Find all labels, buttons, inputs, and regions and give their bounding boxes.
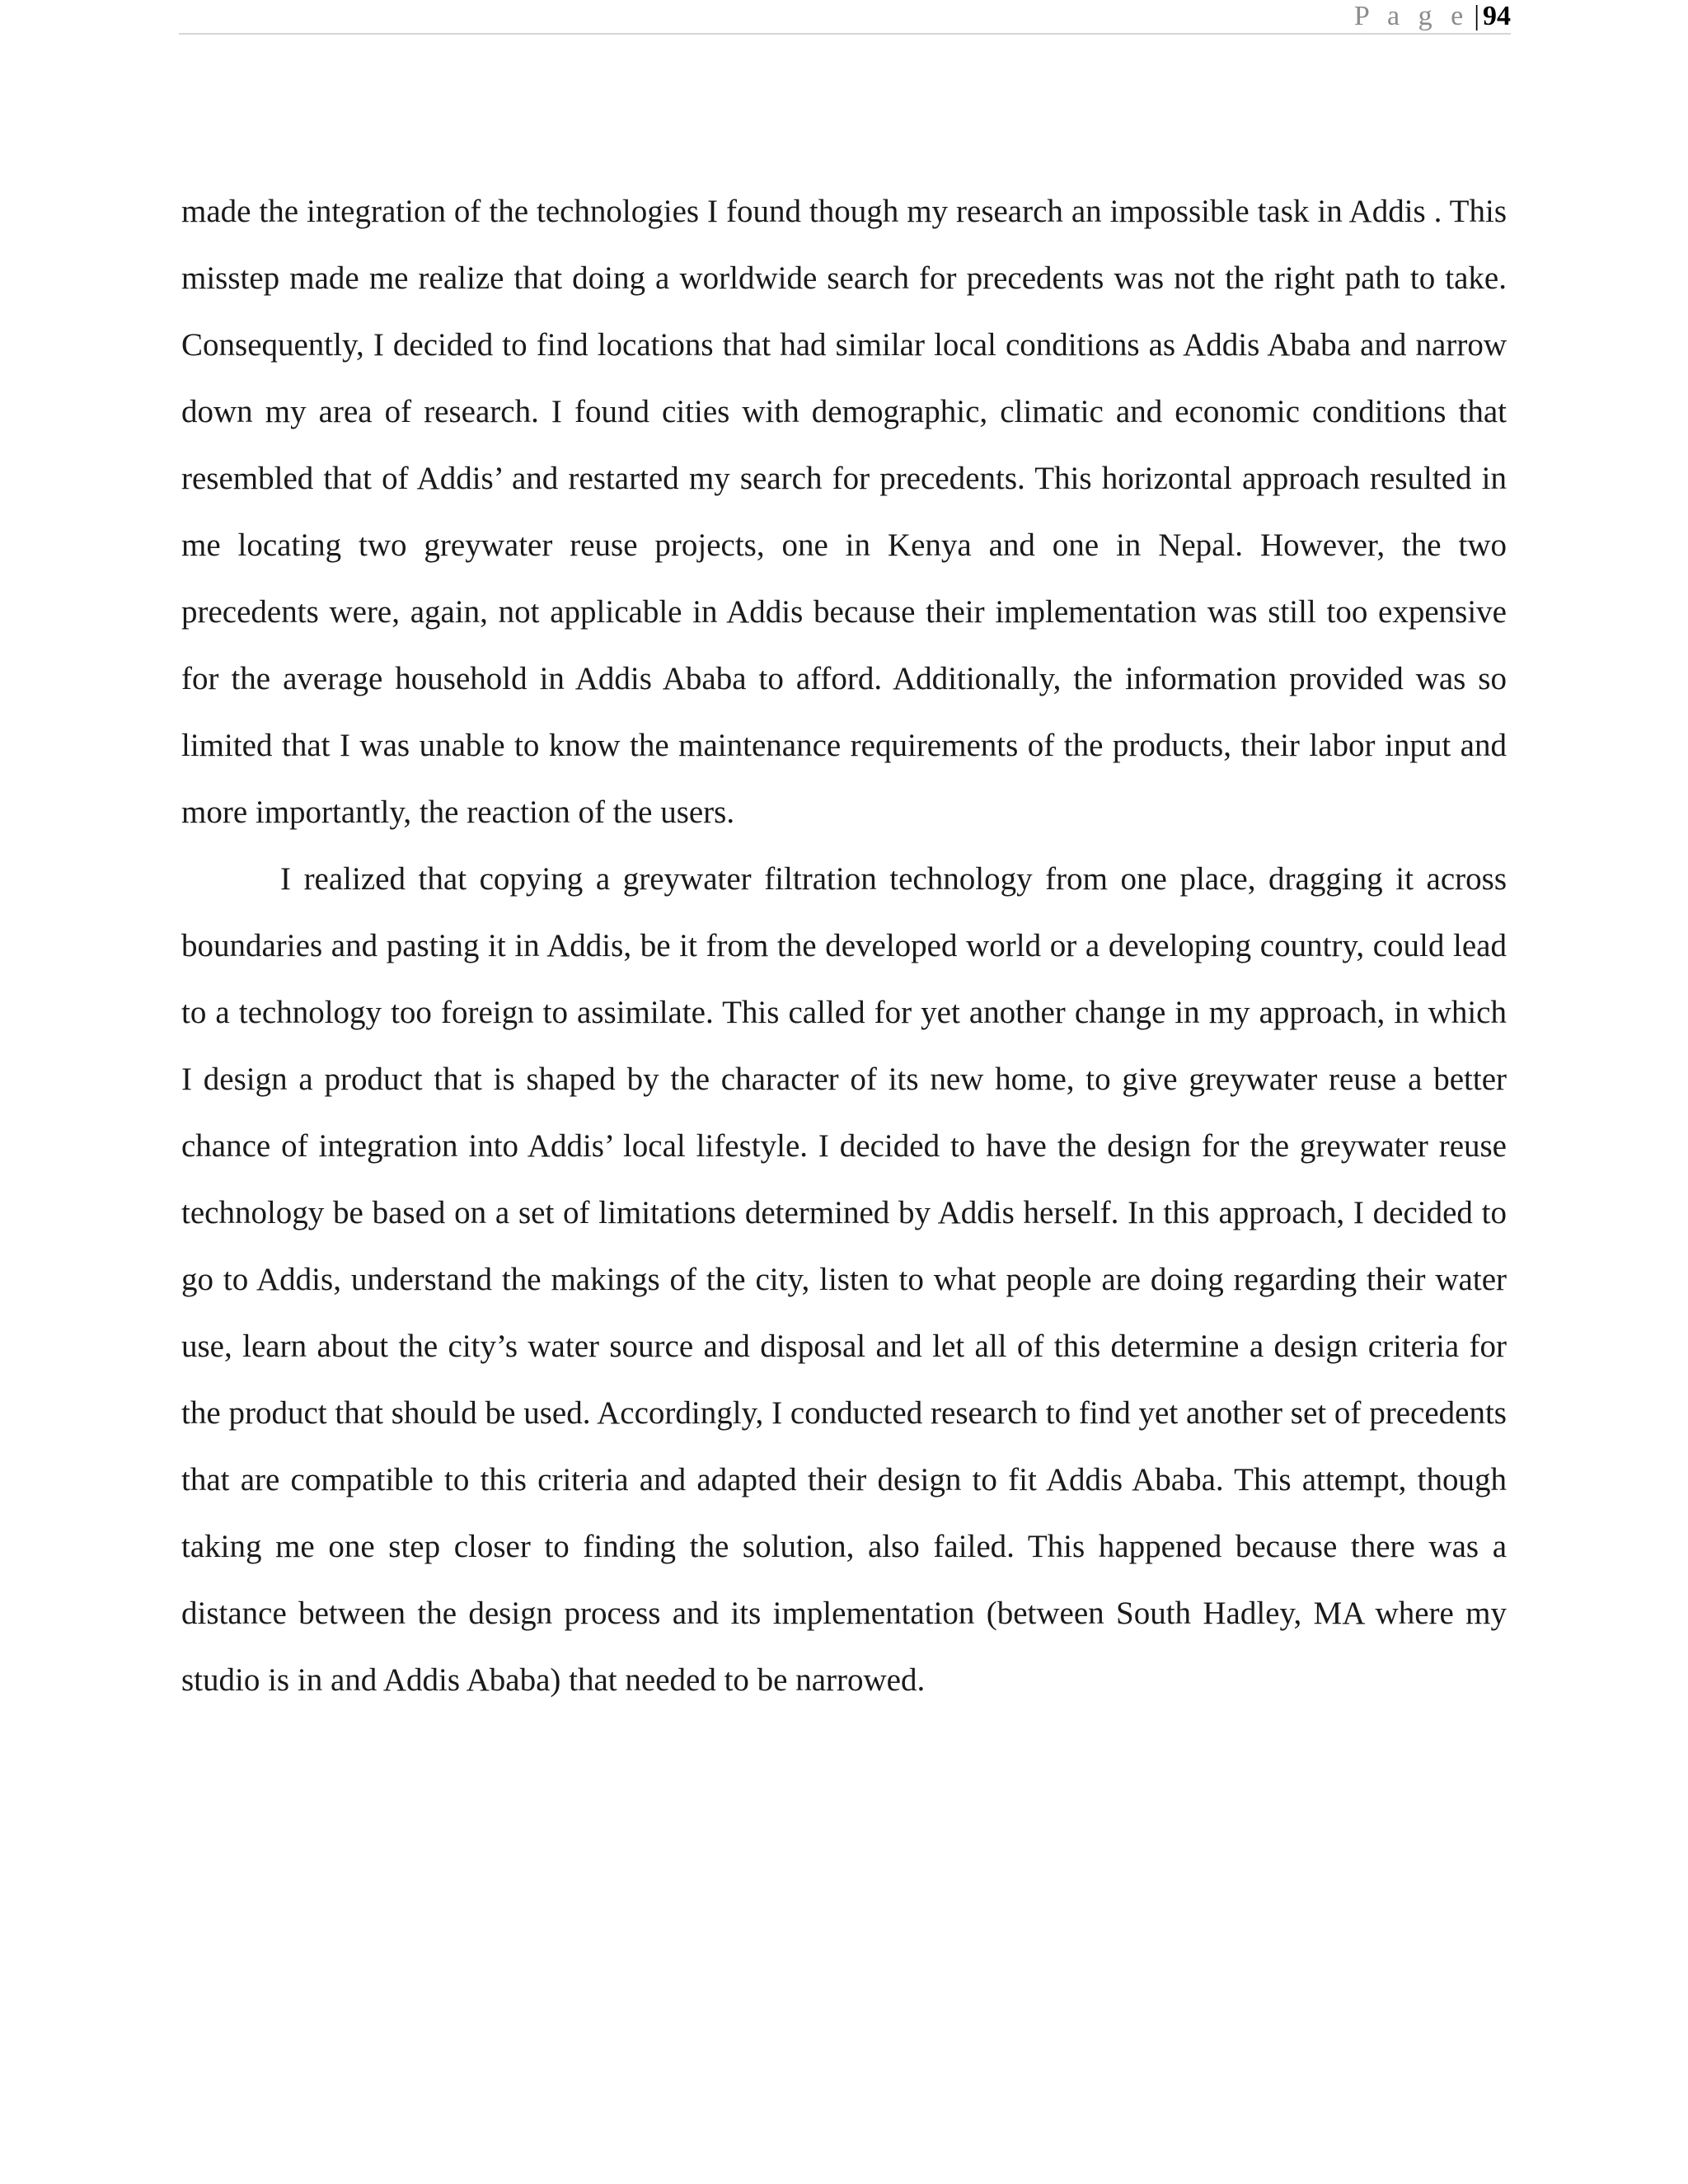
page-number: 94 bbox=[1483, 1, 1511, 31]
page-word: P a g e bbox=[1353, 1, 1470, 31]
page-separator: | bbox=[1474, 1, 1479, 31]
paragraph-2: I realized that copying a greywater filtration technology from one place, dragging it across boundaries and pasting it in Addis, be it from the developed world or a developing country, could lead to a technology too foreign to assimilate. This called for yet another change in my approach, in which I design a product that is shaped by the character of its new home, to give greywater reuse a better chance of integration into Addis’ local lifestyle. I decided to have the design for the greywater reuse technology be based on a set of limitations determined by Addis herself. In this approach, I decided to go to Addis, understand the makings of the city, listen to what people are doing regarding their water use, learn about the city’s water source and disposal and let all of this determine a design criteria for the product that should be used. Accordingly, I conducted research to find yet another set of precedents that are compatible to this criteria and adapted their design to fit Addis Ababa. This attempt, though taking me one step closer to finding the solution, also failed. This happened because there was a distance between the design process and its implementation (between South Hadley, MA where my studio is in and Addis Ababa) that needed to be narrowed. bbox=[181, 861, 1507, 1698]
page-number-label bbox=[1354, 0, 1511, 33]
page-header bbox=[179, 0, 1511, 35]
body-text bbox=[181, 178, 1507, 1713]
paragraph-1: made the integration of the technologies I found though my research an impossible task in Addis . This misstep made me realize that doing a worldwide search for precedents was not the right path to take. Consequently, I decided to find locations that had similar local conditions as Addis Ababa and narrow down my area of research. I found cities with demographic, climatic and economic conditions that resembled that of Addis’ and restarted my search for precedents. This horizontal approach resulted in me locating two greywater reuse projects, one in Kenya and one in Nepal. However, the two precedents were, again, not applicable in Addis because their implementation was still too expensive for the average household in Addis Ababa to afford. Additionally, the information provided was so limited that I was unable to know the maintenance requirements of the products, their labor input and more importantly, the reaction of the users. bbox=[181, 194, 1507, 830]
